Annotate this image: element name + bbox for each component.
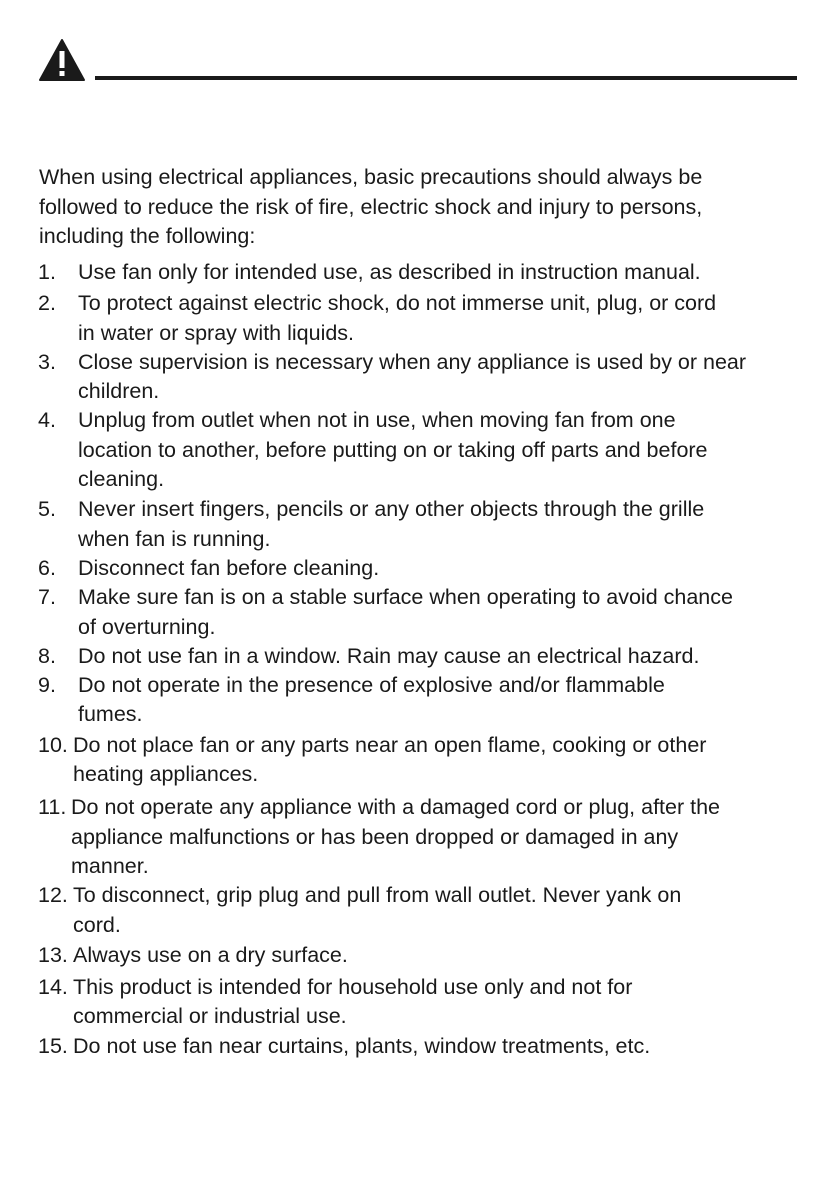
precaution-item	[38, 973, 818, 1032]
intro-line: followed to reduce the risk of fire, electric shock and injury to persons,	[39, 194, 703, 219]
precaution-number: 3.	[38, 349, 56, 374]
precaution-item	[38, 554, 818, 583]
precaution-item	[38, 348, 818, 407]
precaution-item	[38, 793, 818, 881]
precaution-item	[38, 1032, 818, 1061]
precaution-text: Close supervision is necessary when any appliance is used by or near	[78, 349, 747, 374]
precaution-text: cleaning.	[78, 467, 165, 492]
precaution-item	[38, 731, 818, 790]
intro-paragraph	[39, 163, 799, 252]
precaution-text: To disconnect, grip plug and pull from wall outlet. Never yank on	[73, 883, 682, 908]
precaution-text: Unplug from outlet when not in use, when moving fan from one	[78, 408, 676, 433]
precaution-number: 6.	[38, 555, 56, 580]
precaution-text: children.	[78, 379, 160, 404]
precaution-text: manner.	[71, 853, 149, 878]
precaution-number: 7.	[38, 585, 56, 610]
precaution-number: 14.	[38, 975, 68, 1000]
precaution-item	[38, 881, 818, 940]
precaution-text: Do not operate in the presence of explosive and/or flammable	[78, 673, 665, 698]
precaution-text: Disconnect fan before cleaning.	[78, 555, 380, 580]
precaution-number: 11.	[38, 795, 67, 820]
precaution-text: Do not operate any appliance with a damaged cord or plug, after the	[71, 795, 720, 820]
intro-line: including the following:	[39, 224, 256, 248]
precaution-number: 4.	[38, 408, 56, 433]
precaution-item	[38, 671, 818, 730]
precaution-text: cord.	[73, 912, 121, 937]
intro-line: When using electrical appliances, basic precautions should always be	[39, 165, 703, 189]
precaution-number: 10.	[38, 732, 68, 757]
precaution-number: 13.	[38, 942, 68, 967]
precaution-number: 8.	[38, 643, 56, 668]
precaution-text: location to another, before putting on or taking off parts and before	[78, 437, 708, 462]
precaution-text: Use fan only for intended use, as described in instruction manual.	[78, 260, 701, 284]
precaution-item	[38, 941, 818, 970]
precaution-number: 2.	[38, 291, 56, 316]
precaution-text: of overturning.	[78, 614, 216, 639]
precaution-text: Always use on a dry surface.	[73, 942, 348, 967]
precaution-text: To protect against electric shock, do not immerse unit, plug, or cord	[78, 291, 717, 316]
precaution-number: 12.	[38, 883, 68, 908]
header-rule	[95, 76, 797, 80]
warning-header	[38, 38, 798, 88]
precaution-text: fumes.	[78, 702, 143, 727]
precaution-text: heating appliances.	[73, 762, 259, 787]
precaution-item	[38, 258, 818, 287]
precaution-number: 1.	[38, 260, 56, 284]
precaution-item	[38, 583, 818, 642]
warning-triangle-icon	[38, 38, 86, 82]
precaution-item	[38, 289, 818, 348]
precaution-text: This product is intended for household use only and not for	[73, 975, 633, 1000]
precaution-number: 9.	[38, 673, 56, 698]
precaution-text: commercial or industrial use.	[73, 1004, 347, 1029]
precaution-item	[38, 495, 818, 554]
precaution-text: Make sure fan is on a stable surface when operating to avoid chance	[78, 585, 733, 610]
precaution-text: Do not use fan in a window. Rain may cause an electrical hazard.	[78, 643, 700, 668]
precaution-number: 15.	[38, 1033, 68, 1058]
precaution-text: Never insert fingers, pencils or any other objects through the grille	[78, 497, 705, 522]
precaution-list	[38, 258, 818, 1061]
precaution-number: 5.	[38, 497, 56, 522]
precaution-text: when fan is running.	[78, 526, 271, 551]
precaution-text: appliance malfunctions or has been dropped or damaged in any	[71, 824, 679, 849]
precaution-item	[38, 642, 818, 671]
precaution-item	[38, 406, 818, 494]
precaution-text: in water or spray with liquids.	[78, 320, 355, 345]
precaution-text: Do not use fan near curtains, plants, window treatments, etc.	[73, 1033, 651, 1058]
precaution-text: Do not place fan or any parts near an open flame, cooking or other	[73, 732, 707, 757]
